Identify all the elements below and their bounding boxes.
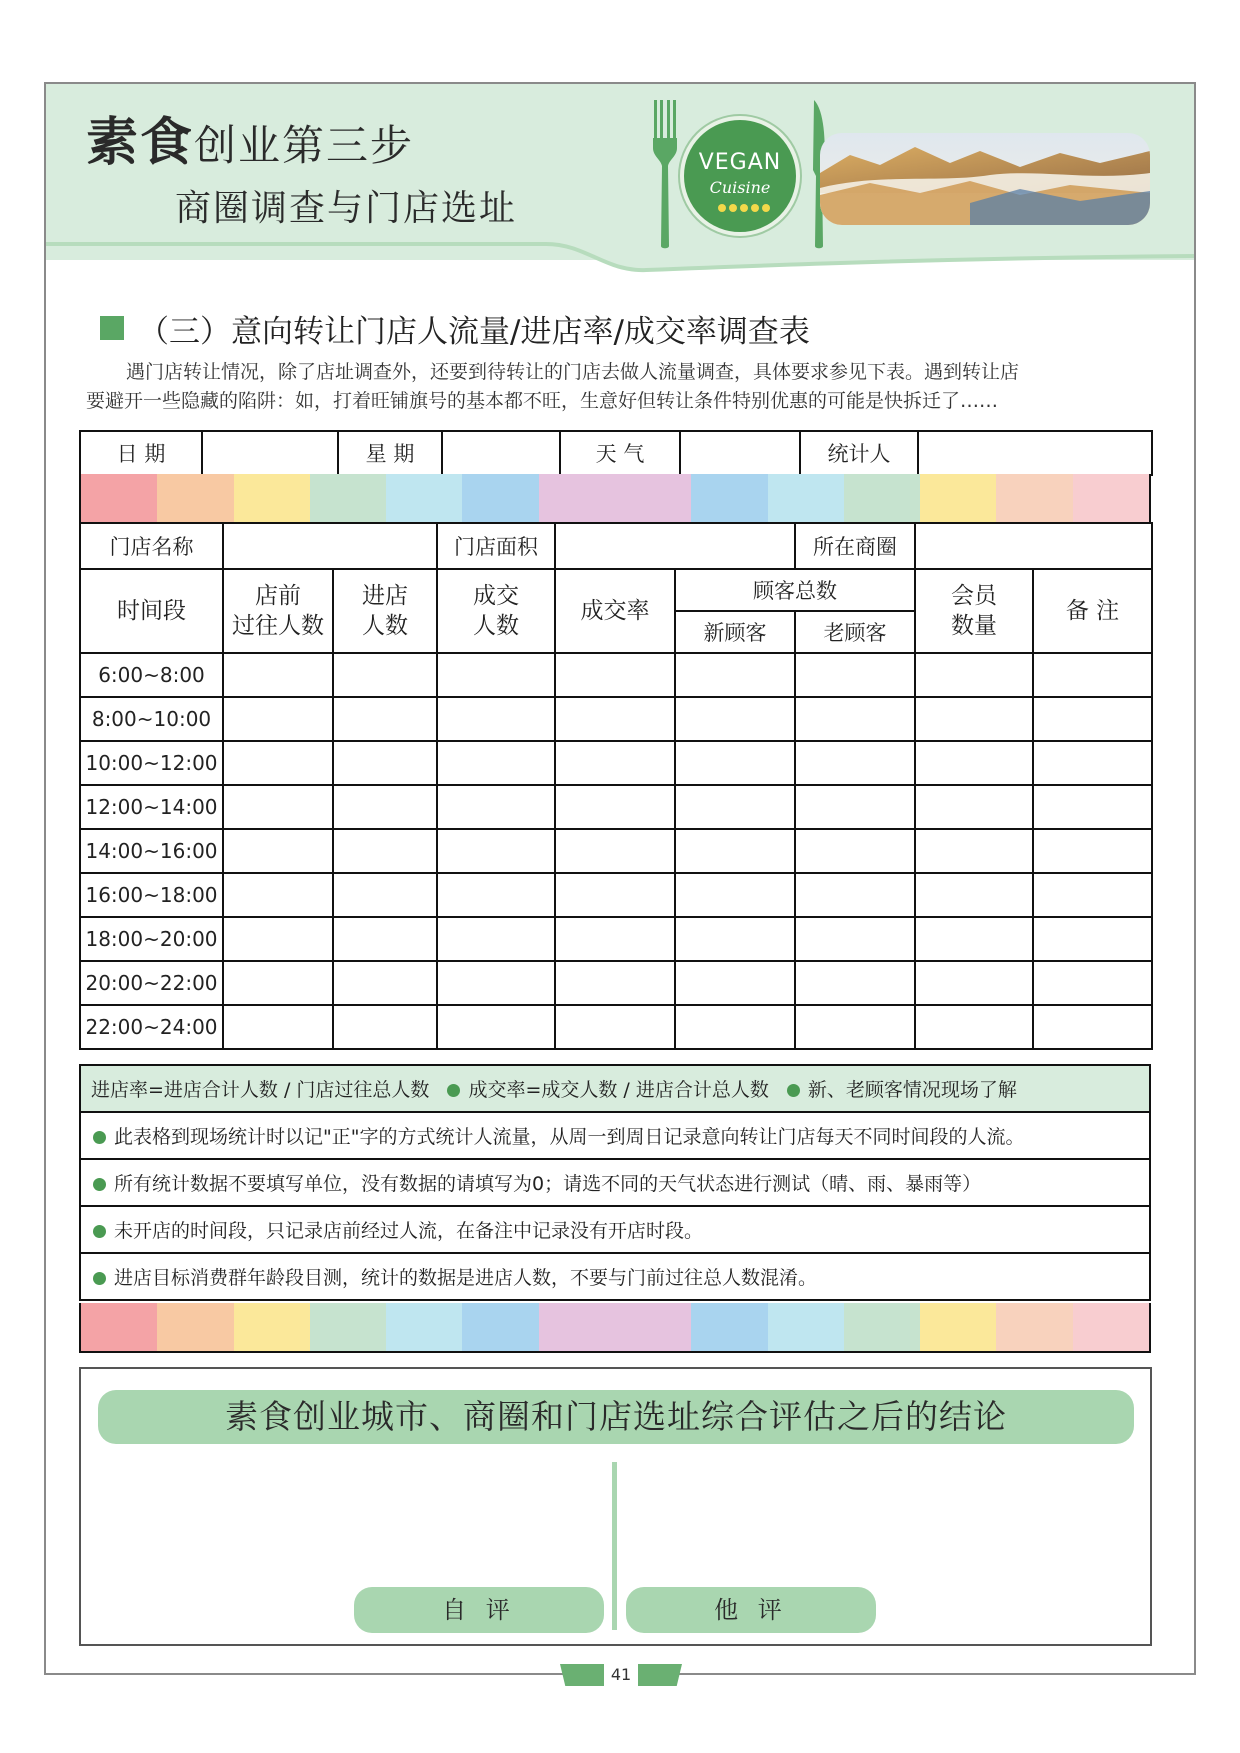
table-row: [80, 653, 1152, 697]
header-members: 会员 数量: [915, 569, 1033, 653]
rainbow-segment: [996, 1303, 1072, 1351]
rainbow-segment: [768, 474, 844, 522]
header-wave: [46, 236, 1194, 286]
table-cell[interactable]: [223, 1005, 333, 1049]
table-cell[interactable]: [437, 873, 555, 917]
section-title: （三）意向转让门店人流量/进店率/成交率调查表: [138, 314, 810, 350]
table-cell[interactable]: [333, 741, 437, 785]
table-cell[interactable]: [223, 697, 333, 741]
notes-table: [79, 1064, 1151, 1301]
table-cell[interactable]: [333, 1005, 437, 1049]
header-time-slot: 时间段: [80, 569, 223, 653]
table-cell[interactable]: [333, 873, 437, 917]
table-row: [80, 785, 1152, 829]
table-cell[interactable]: [795, 873, 915, 917]
rainbow-segment: [462, 474, 538, 522]
bullet-dot: [93, 1178, 106, 1191]
table-cell[interactable]: [795, 785, 915, 829]
rainbow-segment: [157, 1303, 233, 1351]
page-tab-left: [560, 1664, 604, 1686]
rainbow-segment: [234, 1303, 310, 1351]
table-cell[interactable]: [437, 829, 555, 873]
table-cell[interactable]: [437, 697, 555, 741]
intro-line-1: 遇门店转让情况，除了店址调查外，还要到待转让的门店去做人流量调查，具体要求参见下表。遇到转让店: [126, 361, 1020, 383]
counter-field[interactable]: [918, 431, 1152, 475]
table-row: [80, 873, 1152, 917]
rainbow-segment: [310, 474, 386, 522]
table-cell[interactable]: [915, 653, 1033, 697]
table-cell[interactable]: [437, 961, 555, 1005]
traffic-survey-table: [79, 522, 1153, 1050]
weather-field[interactable]: [680, 431, 800, 475]
district-field[interactable]: [915, 523, 1152, 569]
page-number: 41: [604, 1664, 638, 1686]
time-slot-label: 20:00~22:00: [80, 961, 223, 1005]
rainbow-segment: [539, 474, 615, 522]
table-cell[interactable]: [675, 1005, 795, 1049]
weather-label: 天 气: [560, 431, 680, 475]
table-cell[interactable]: [795, 697, 915, 741]
time-slot-label: 16:00~18:00: [80, 873, 223, 917]
header-remarks: 备 注: [1033, 569, 1152, 653]
table-cell[interactable]: [1033, 741, 1152, 785]
table-cell[interactable]: [795, 917, 915, 961]
table-cell[interactable]: [915, 961, 1033, 1005]
page-title: 素食创业第三步: [86, 113, 415, 173]
note-2-text: 所有统计数据不要填写单位，没有数据的请填写为0；请选不同的天气状态进行测试（晴、雨、暴雨等）: [114, 1173, 982, 1195]
table-cell[interactable]: [675, 917, 795, 961]
rainbow-segment: [234, 474, 310, 522]
table-cell[interactable]: [915, 785, 1033, 829]
note-3-text: 未开店的时间段，只记录店前经过人流，在备注中记录没有开店时段。: [114, 1220, 704, 1242]
note-row-2: [80, 1159, 1150, 1206]
store-name-field[interactable]: [223, 523, 437, 569]
conclusion-divider: [612, 1462, 617, 1630]
rainbow-segment: [462, 1303, 538, 1351]
time-slot-label: 14:00~16:00: [80, 829, 223, 873]
table-cell[interactable]: [223, 873, 333, 917]
info-table: [79, 430, 1153, 476]
table-cell[interactable]: [223, 917, 333, 961]
table-cell[interactable]: [675, 697, 795, 741]
table-cell[interactable]: [675, 829, 795, 873]
table-cell[interactable]: [333, 961, 437, 1005]
note-row-4: [80, 1253, 1150, 1300]
rainbow-segment: [81, 1303, 157, 1351]
rainbow-segment: [920, 1303, 996, 1351]
table-row: [80, 697, 1152, 741]
intro-line-2: 要避开一些隐藏的陷阱：如，打着旺铺旗号的基本都不旺，生意好但转让条件特别优惠的可能是快拆迁了……: [86, 390, 999, 412]
rainbow-segment: [691, 1303, 767, 1351]
table-cell[interactable]: [555, 829, 675, 873]
table-cell[interactable]: [1033, 873, 1152, 917]
note-4-text: 进店目标消费群年龄段目测，统计的数据是进店人数，不要与门前过往总人数混淆。: [114, 1267, 818, 1289]
table-cell[interactable]: [555, 653, 675, 697]
header-customers-total: 顾客总数: [675, 569, 915, 611]
table-row: [80, 961, 1152, 1005]
table-cell[interactable]: [333, 785, 437, 829]
table-cell[interactable]: [795, 829, 915, 873]
table-cell[interactable]: [675, 961, 795, 1005]
table-cell[interactable]: [795, 653, 915, 697]
weekday-field[interactable]: [442, 431, 560, 475]
store-name-label: 门店名称: [80, 523, 223, 569]
header-old-customers: 老顾客: [795, 611, 915, 653]
table-cell[interactable]: [333, 697, 437, 741]
district-label: 所在商圈: [795, 523, 915, 569]
rainbow-segment: [386, 474, 462, 522]
table-cell[interactable]: [795, 961, 915, 1005]
mountain-landscape-image: [820, 133, 1150, 225]
rainbow-segment: [768, 1303, 844, 1351]
table-cell[interactable]: [675, 653, 795, 697]
table-cell[interactable]: [437, 917, 555, 961]
table-cell[interactable]: [795, 1005, 915, 1049]
table-cell[interactable]: [675, 741, 795, 785]
time-slot-label: 10:00~12:00: [80, 741, 223, 785]
self-evaluation-label[interactable]: 自 评: [354, 1587, 604, 1633]
table-cell[interactable]: [915, 741, 1033, 785]
table-cell[interactable]: [1033, 697, 1152, 741]
rainbow-segment: [844, 474, 920, 522]
table-cell[interactable]: [1033, 1005, 1152, 1049]
table-cell[interactable]: [675, 873, 795, 917]
table-cell[interactable]: [1033, 829, 1152, 873]
time-slot-label: 12:00~14:00: [80, 785, 223, 829]
table-cell[interactable]: [1033, 961, 1152, 1005]
table-cell[interactable]: [555, 961, 675, 1005]
rainbow-segment: [1073, 474, 1149, 522]
page-subtitle: 商圈调查与门店选址: [175, 188, 518, 229]
table-cell[interactable]: [555, 785, 675, 829]
header-new-customers: 新顾客: [675, 611, 795, 653]
rainbow-segment: [844, 1303, 920, 1351]
rainbow-segment: [157, 474, 233, 522]
page-tab-right: [638, 1664, 682, 1686]
table-cell[interactable]: [437, 741, 555, 785]
bullet-dot: [93, 1272, 106, 1285]
table-cell[interactable]: [795, 741, 915, 785]
note-row-3: [80, 1206, 1150, 1253]
table-cell[interactable]: [915, 829, 1033, 873]
header-deals: 成交 人数: [437, 569, 555, 653]
table-cell[interactable]: [333, 653, 437, 697]
rainbow-strip-bottom: [79, 1303, 1151, 1353]
rainbow-segment: [615, 1303, 691, 1351]
table-cell[interactable]: [915, 697, 1033, 741]
vegan-cuisine-logo: VEGAN Cuisine: [680, 116, 800, 236]
customer-note: 新、老顾客情况现场了解: [807, 1079, 1017, 1101]
conclusion-title: 素食创业城市、商圈和门店选址综合评估之后的结论: [98, 1390, 1134, 1444]
table-cell[interactable]: [333, 917, 437, 961]
store-area-field[interactable]: [555, 523, 795, 569]
date-field[interactable]: [202, 431, 338, 475]
table-cell[interactable]: [223, 785, 333, 829]
table-cell[interactable]: [915, 1005, 1033, 1049]
rainbow-segment: [386, 1303, 462, 1351]
table-cell[interactable]: [675, 785, 795, 829]
weekday-label: 星 期: [338, 431, 442, 475]
entry-rate-formula: 进店率=进店合计人数 / 门店过往总人数: [91, 1079, 430, 1101]
fork-icon: [652, 100, 678, 250]
table-cell[interactable]: [1033, 653, 1152, 697]
table-cell[interactable]: [223, 653, 333, 697]
store-area-label: 门店面积: [437, 523, 555, 569]
rainbow-segment: [920, 474, 996, 522]
header-passersby: 店前 过往人数: [223, 569, 333, 653]
section-marker: [100, 316, 124, 340]
table-cell[interactable]: [1033, 917, 1152, 961]
peer-evaluation-label[interactable]: 他 评: [626, 1587, 876, 1633]
time-slot-label: 22:00~24:00: [80, 1005, 223, 1049]
table-row: [80, 1005, 1152, 1049]
table-cell[interactable]: [437, 653, 555, 697]
rainbow-segment: [81, 474, 157, 522]
table-cell[interactable]: [555, 873, 675, 917]
bullet-dot: [93, 1225, 106, 1238]
table-cell[interactable]: [223, 829, 333, 873]
rainbow-segment: [615, 474, 691, 522]
table-cell[interactable]: [555, 697, 675, 741]
time-slot-label: 8:00~10:00: [80, 697, 223, 741]
intro-text: [86, 358, 1166, 416]
rainbow-segment: [996, 474, 1072, 522]
table-row: [80, 829, 1152, 873]
header-entered: 进店 人数: [333, 569, 437, 653]
time-slot-label: 18:00~20:00: [80, 917, 223, 961]
table-cell[interactable]: [223, 741, 333, 785]
table-cell[interactable]: [437, 1005, 555, 1049]
conversion-rate-formula: 成交率=成交人数 / 进店合计总人数: [468, 1079, 769, 1101]
table-cell[interactable]: [555, 917, 675, 961]
date-label: 日 期: [80, 431, 202, 475]
table-row: [80, 741, 1152, 785]
bullet-dot: [447, 1084, 460, 1097]
rainbow-segment: [310, 1303, 386, 1351]
table-cell[interactable]: [555, 1005, 675, 1049]
table-row: [80, 917, 1152, 961]
bullet-dot: [93, 1131, 106, 1144]
table-cell[interactable]: [437, 785, 555, 829]
note-1-text: 此表格到现场统计时以记"正"字的方式统计人流量，从周一到周日记录意向转让门店每天不同时间段的人流。: [114, 1126, 1025, 1148]
counter-label: 统计人: [800, 431, 918, 475]
bullet-dot: [787, 1084, 800, 1097]
table-cell[interactable]: [915, 873, 1033, 917]
rainbow-strip-top: [79, 474, 1151, 522]
table-cell[interactable]: [1033, 785, 1152, 829]
table-cell[interactable]: [915, 917, 1033, 961]
note-row-1: [80, 1112, 1150, 1159]
table-cell[interactable]: [223, 961, 333, 1005]
rainbow-segment: [691, 474, 767, 522]
time-slot-label: 6:00~8:00: [80, 653, 223, 697]
page-number-badge: [560, 1664, 682, 1686]
table-cell[interactable]: [333, 829, 437, 873]
rainbow-segment: [1073, 1303, 1149, 1351]
header-conversion-rate: 成交率: [555, 569, 675, 653]
formula-row: [80, 1065, 1150, 1112]
rainbow-segment: [539, 1303, 615, 1351]
table-cell[interactable]: [555, 741, 675, 785]
